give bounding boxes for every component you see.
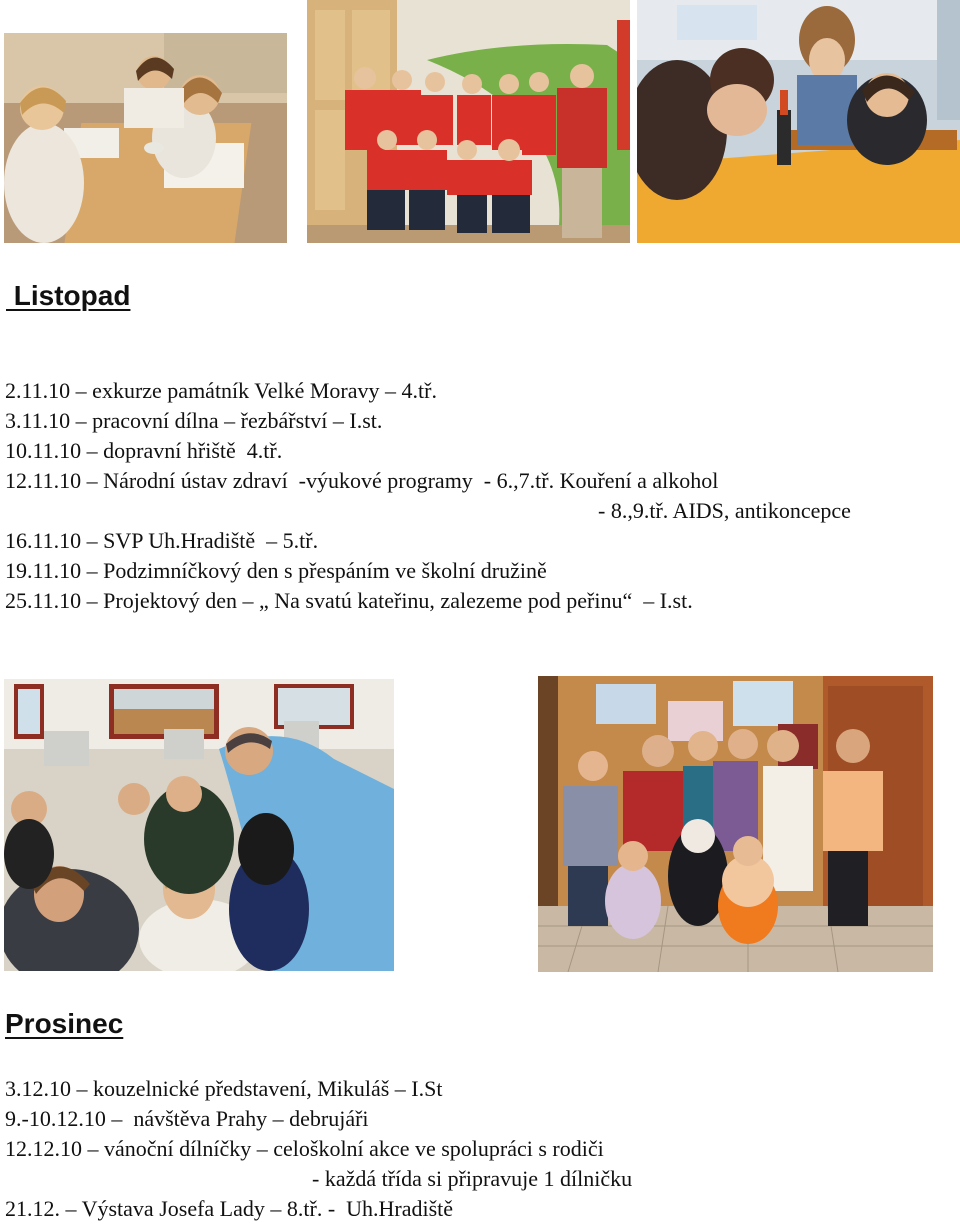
photo-group-in-red-shirts	[307, 0, 630, 243]
photo-students-experiment-table	[4, 33, 287, 243]
list-item-nov-5: 16.11.10 – SVP Uh.Hradiště – 5.tř.	[5, 528, 319, 553]
list-item-nov-4: 12.11.10 – Národní ústav zdraví -výukové programy - 6.,7.tř. Kouření a alkohol	[5, 468, 719, 493]
list-item-dec-4: 21.12. – Výstava Josefa Lady – 8.tř. - Uh.Hradiště	[5, 1196, 454, 1221]
list-item-dec-3-cont: - každá třída si připravuje 1 dílničku	[312, 1166, 633, 1191]
heading-prosinec: Prosinec	[5, 1008, 124, 1039]
photo-students-microscope-lab	[637, 0, 960, 243]
photo-pajama-day-group	[538, 676, 933, 972]
list-item-nov-6: 19.11.10 – Podzimníčkový den s přespáním ve školní družině	[5, 558, 547, 583]
list-item-nov-4-cont: - 8.,9.tř. AIDS, antikoncepce	[598, 498, 851, 523]
list-item-nov-7: 25.11.10 – Projektový den – „ Na svatú kateřinu, zalezeme pod peřinu“ – I.st.	[5, 588, 693, 613]
heading-listopad: Listopad	[6, 280, 131, 311]
photo-computer-classroom-group	[4, 679, 394, 971]
list-item-nov-1: 2.11.10 – exkurze památník Velké Moravy – 4.tř.	[5, 378, 437, 403]
list-item-dec-2: 9.-10.12.10 – návštěva Prahy – debrujáři	[5, 1106, 369, 1131]
list-item-dec-3: 12.12.10 – vánoční dílníčky – celoškolní akce ve spolupráci s rodiči	[5, 1136, 604, 1161]
list-item-nov-3: 10.11.10 – dopravní hřiště 4.tř.	[5, 438, 283, 463]
list-item-dec-1: 3.12.10 – kouzelnické představení, Mikuláš – I.St	[5, 1076, 443, 1101]
list-item-nov-2: 3.11.10 – pracovní dílna – řezbářství – I.st.	[5, 408, 383, 433]
